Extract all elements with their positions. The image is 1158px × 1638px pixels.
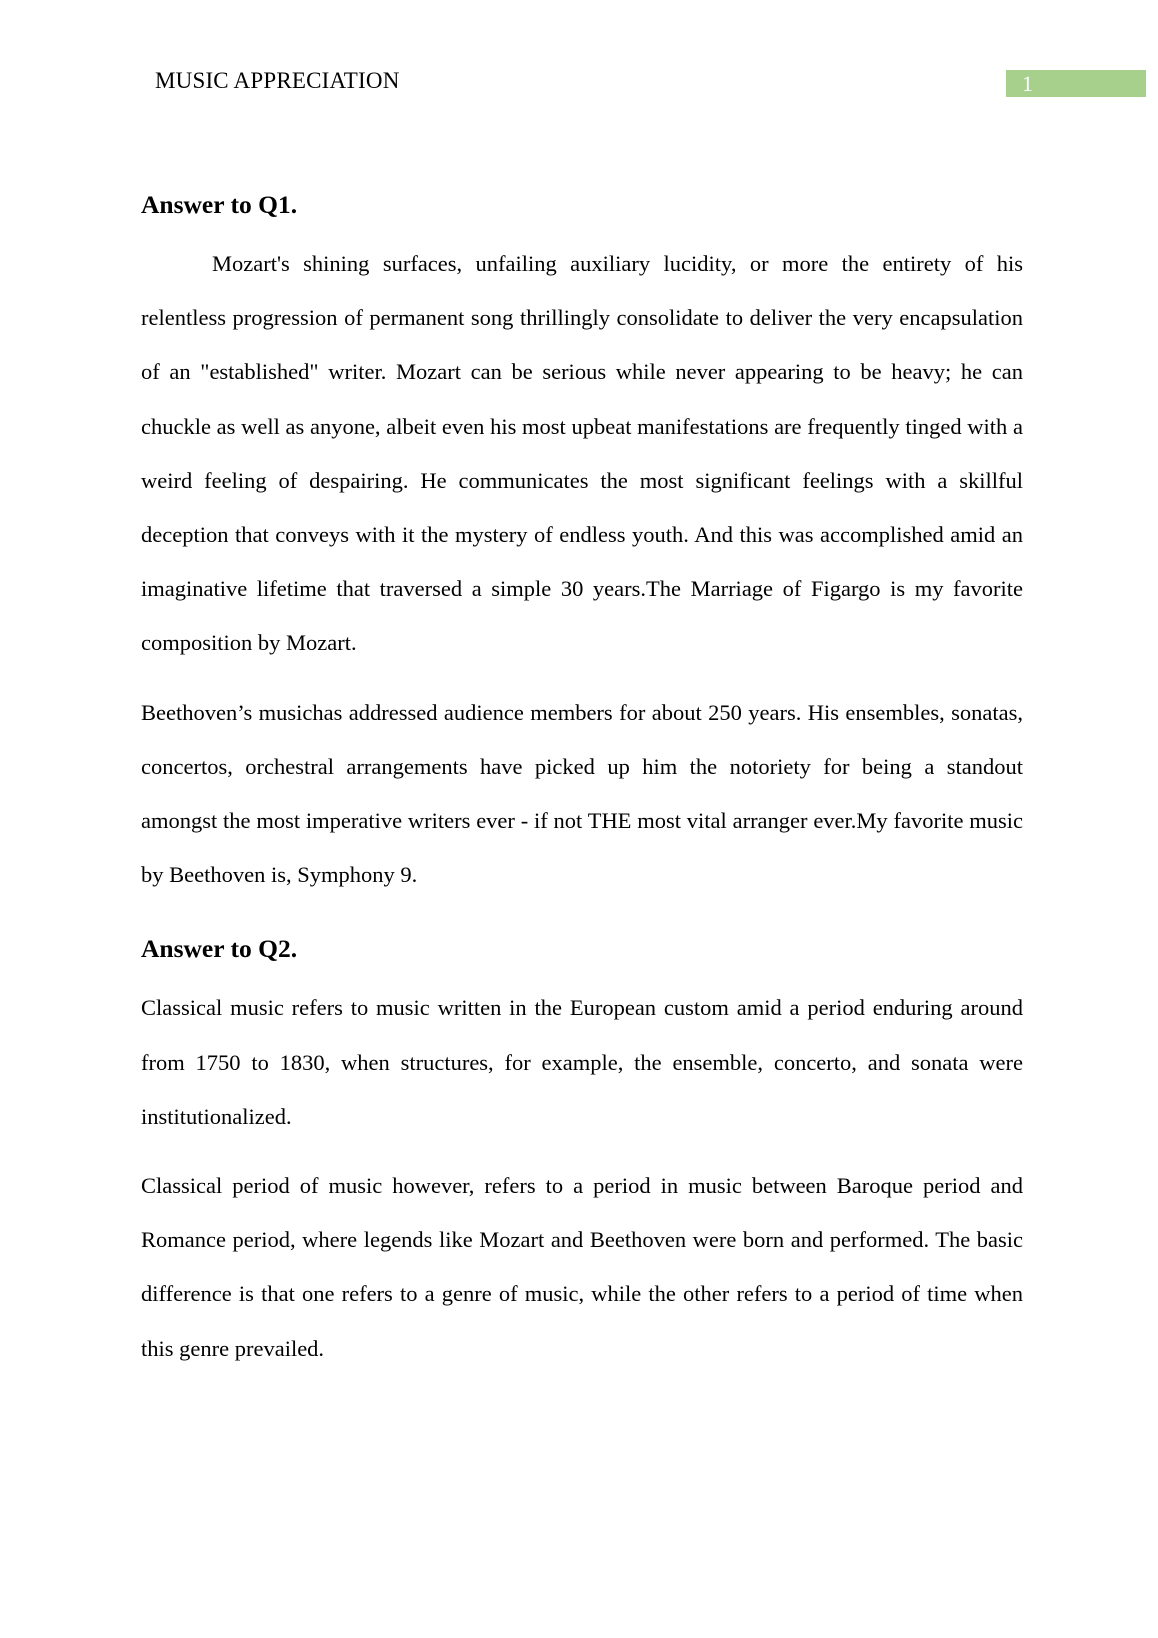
section-q2 (141, 927, 1023, 1375)
section-q1 (141, 183, 1023, 902)
paragraph-classical-music: Classical music refers to music written in the European custom amid a period enduring around from 1750 to 1830, when structures, for example, the ensemble, concerto, and sonata were institutionalized. (141, 995, 1023, 1129)
paragraph-mozart: Mozart's shining surfaces, unfailing auxiliary lucidity, or more the entirety of his relentless progression of permanent song thrillingly consolidate to deliver the very encapsulation of an "established" writer. Mozart can be serious while never appearing to be heavy; he can chuckle as well as anyone, albeit even his most upbeat manifestations are frequently tinged with a weird feeling of despairing. He communicates the most significant feelings with a skillful deception that conveys with it the mystery of endless youth. And this was accomplished amid an imaginative lifetime that traversed a simple 30 years.The Marriage of Figargo is my favorite composition by Mozart. (141, 251, 1023, 656)
page-number-badge: 1 (1006, 70, 1146, 97)
document-body (141, 183, 1023, 1376)
paragraph-classical-period: Classical period of music however, refers to a period in music between Baroque period and Romance period, where legends like Mozart and Beethoven were born and performed. The basic difference is that one refers to a genre of music, while the other refers to a period of time when this genre prevailed. (141, 1173, 1023, 1361)
section-heading-q2: Answer to Q2. (141, 934, 298, 964)
section-heading-q1: Answer to Q1. (141, 190, 298, 219)
header-title: MUSIC APPRECIATION (155, 68, 400, 93)
paragraph-beethoven: Beethoven’s musichas addressed audience members for about 250 years. His ensembles, sonatas, concertos, orchestral arrangements have picked up him the notoriety for being a standout amongst the most imperative writers ever - if not THE most vital arranger ever.My favorite music by Beethoven is, Symphony 9. (141, 699, 1023, 888)
